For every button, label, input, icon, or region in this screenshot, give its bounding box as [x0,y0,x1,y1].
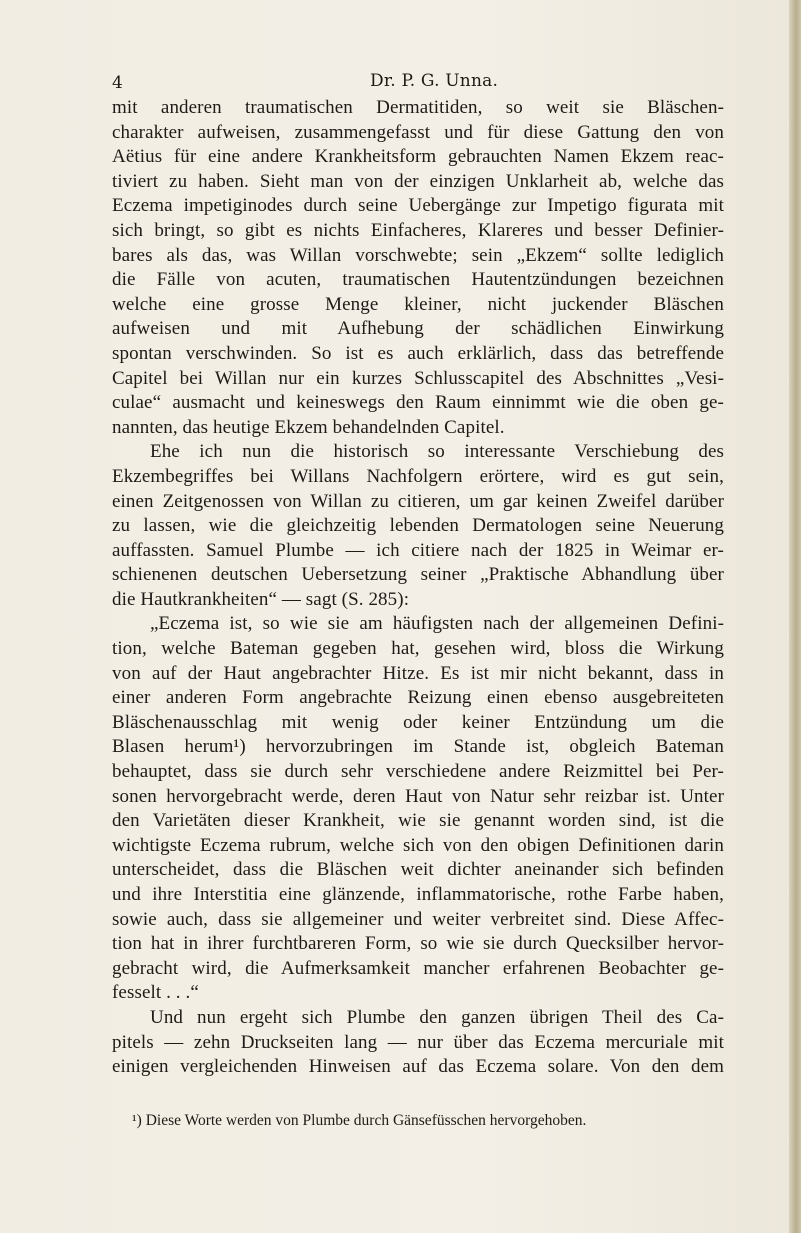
text-line: sonen hervorgebracht werde, deren Haut von Natur sehr reizbar ist. Unter [112,785,724,807]
footnote-marker: ¹) [132,1112,142,1129]
text-line: Capitel bei Willan nur ein kurzes Schlusscapitel des Abschnittes „Vesi- [112,367,724,389]
text-line: den Varietäten dieser Krankheit, wie sie genannt worden sind, ist die [112,810,724,832]
text-line: Und nun ergeht sich Plumbe den ganzen übrigen Theil des Ca- [150,1006,724,1028]
text-line: „Eczema ist, so wie sie am häufigsten nach der allgemeinen Defini- [150,613,724,635]
text-line: schienenen deutschen Uebersetzung seiner „Praktische Abhandlung über [112,564,724,586]
running-head: Dr. P. G. Unna. [370,71,499,91]
text-line: wichtigste Eczema rubrum, welche sich von den obigen Definitionen darin [112,834,724,856]
text-line: behauptet, dass sie durch sehr verschiedene andere Reizmittel bei Per- [112,761,724,783]
text-line: mit anderen traumatischen Dermatitiden, so weit sie Bläschen- [112,97,724,118]
text-line: welche eine grosse Menge kleiner, nicht juckender Bläschen [112,293,724,315]
text-line: auffassten. Samuel Plumbe — ich citiere nach der 1825 in Weimar er- [112,539,724,561]
text-line: Ehe ich nun die historisch so interessante Verschiebung des [150,441,724,463]
text-line: zu lassen, wie die gleichzeitig lebenden Dermatologen seine Neuerung [112,515,724,537]
text-line: von auf der Haut angebrachter Hitze. Es ist mir nicht bekannt, dass in [112,662,724,684]
text-line: fesselt . . .“ [112,982,199,1004]
text-line: und ihre Interstitia eine glänzende, inflammatorische, rothe Farbe haben, [112,884,724,905]
text-line: sowie auch, dass sie allgemeiner und weiter verbreitet sind. Diese Affec- [112,908,724,930]
text-line: die Fälle von acuten, traumatischen Hautentzündungen bezeichnen [112,269,724,291]
text-line: bares als das, was Willan vorschwebte; sein „Ekzem“ sollte lediglich [112,244,724,266]
text-line: tion hat in ihrer furchtbareren Form, so wie sie durch Quecksilber hervor- [112,933,724,955]
text-line: charakter aufweisen, zusammengefasst und für diese Gattung den von [112,121,724,143]
footnote [132,1111,712,1131]
page-edge-shadow [789,0,801,1233]
text-line: aufweisen und mit Aufhebung der schädlichen Einwirkung [112,318,724,340]
text-line: Aëtius für eine andere Krankheitsform gebrauchten Namen Ekzem reac- [112,146,724,168]
text-line: sich bringt, so gibt es nichts Einfacheres, Klareres und besser Definier- [112,219,724,241]
page-number: 4 [112,73,123,93]
text-line: Ekzembegriffes bei Willans Nachfolgern erörtere, wird es gut sein, [112,465,724,487]
text-line: Eczema impetiginodes durch seine Uebergänge zur Impetigo figurata mit [112,195,724,217]
text-line: gebracht wird, die Aufmerksamkeit mancher erfahrenen Beobachter ge- [112,957,724,979]
text-line: spontan verschwinden. So ist es auch erklärlich, dass das betreffende [112,342,724,364]
text-line: Blasen herum¹) hervorzubringen im Stande ist, obgleich Bateman [112,736,724,758]
text-line: einer anderen Form angebrachte Reizung einen ebenso ausgebreiteten [112,687,724,709]
text-line: tion, welche Bateman gegeben hat, gesehen wird, bloss die Wirkung [112,638,724,660]
text-line: pitels — zehn Druckseiten lang — nur über das Eczema mercuriale mit [112,1031,724,1053]
text-line: tiviert zu haben. Sieht man von der einzigen Unklarheit ab, welche das [112,170,724,192]
text-line: culae“ ausmacht und keineswegs den Raum einnimmt wie die oben ge- [112,392,724,414]
text-line: einigen vergleichenden Hinweisen auf das Eczema solare. Von den dem [112,1056,724,1078]
footnote-text: Diese Worte werden von Plumbe durch Gänsefüsschen hervorgehoben. [145,1112,587,1129]
text-line: die Hautkrankheiten“ — sagt (S. 285): [112,588,410,610]
body-text [112,96,724,1080]
text-line: unterscheidet, dass die Bläschen weit dichter aneinander sich befinden [112,859,724,881]
text-line: einen Zeitgenossen von Willan zu citieren, um gar keinen Zweifel darüber [112,490,724,512]
text-line: Bläschenausschlag mit wenig oder keiner Entzündung um die [112,711,724,733]
text-line: nannten, das heutige Ekzem behandelnden Capitel. [112,416,505,438]
